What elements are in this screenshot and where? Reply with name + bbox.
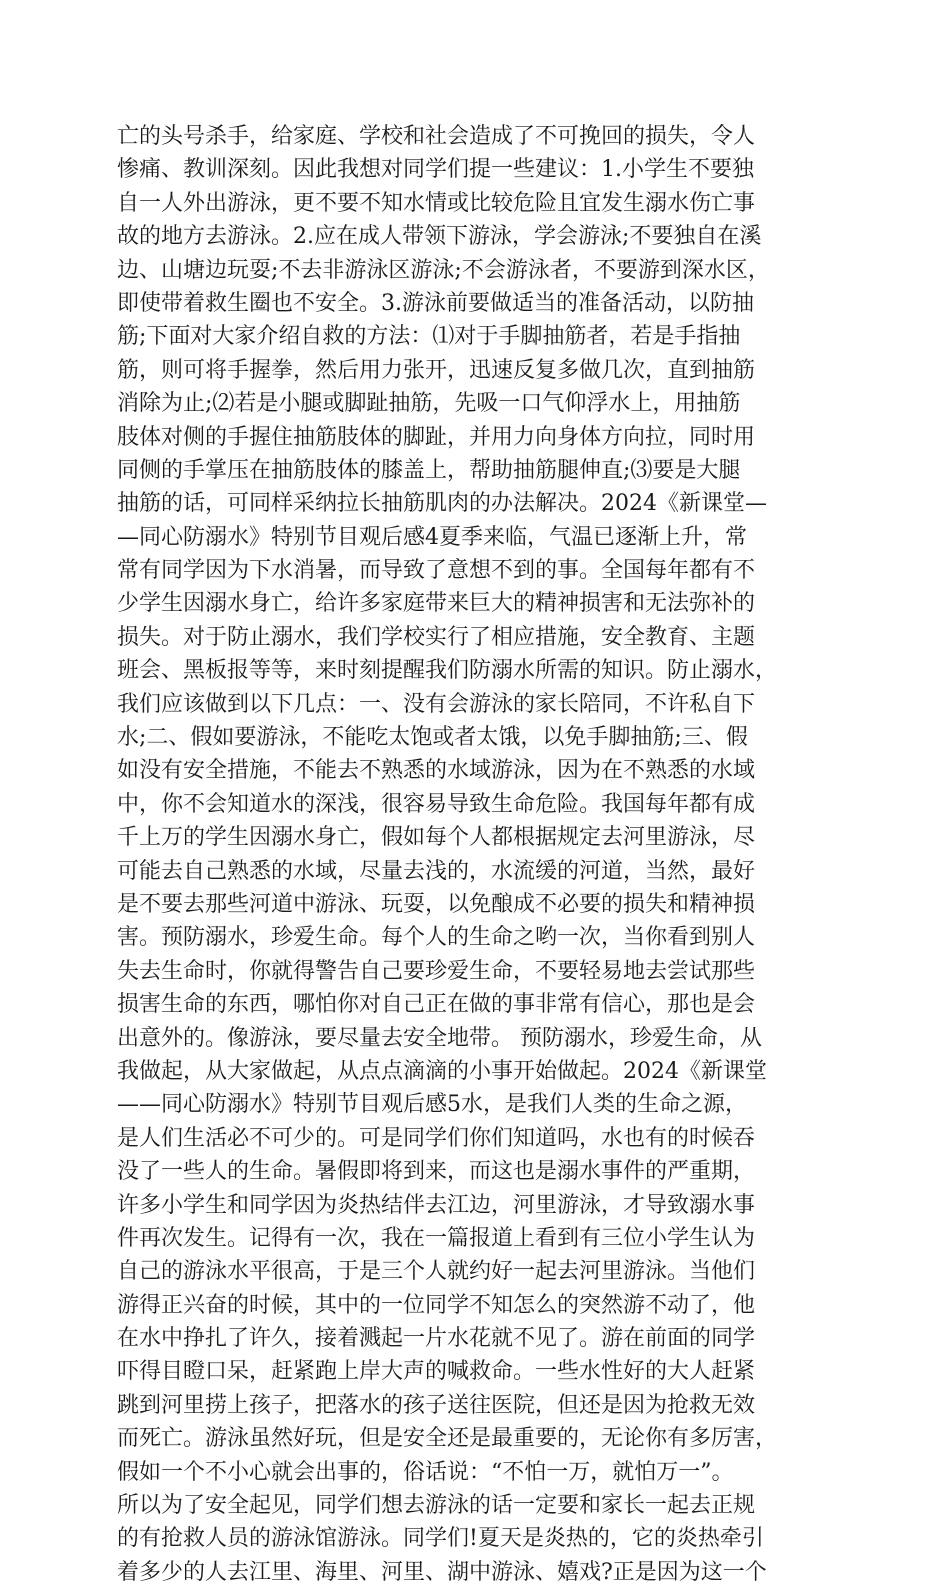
text-line: 损害生命的东西，哪怕你对自己正在做的事非常有信心，那也是会 bbox=[117, 992, 756, 1018]
text-line: 千上万的学生因溺水身亡，假如每个人都根据规定去河里游泳，尽 bbox=[117, 825, 756, 851]
text-line: 水;二、假如要游泳，不能吃太饱或者太饿，以免手脚抽筋;三、假 bbox=[117, 725, 748, 751]
text-line: 肢体对侧的手握住抽筋肢体的脚趾，并用力向身体方向拉，同时用 bbox=[117, 424, 756, 450]
text-line: 中，你不会知道水的深浅，很容易导致生命危险。我国每年都有成 bbox=[117, 791, 756, 817]
text-line: 所以为了安全起见，同学们想去游泳的话一定要和家长一起去正规 bbox=[117, 1493, 756, 1519]
text-line: 同侧的手掌压在抽筋肢体的膝盖上，帮助抽筋腿伸直;⑶要是大腿 bbox=[117, 457, 741, 483]
text-line: 许多小学生和同学因为炎热结伴去江边，河里游泳，才导致溺水事 bbox=[117, 1192, 756, 1218]
text-line: 即使带着救生圈也不安全。3.游泳前要做适当的准备活动，以防抽 bbox=[117, 290, 754, 316]
text-line: 害。预防溺水，珍爱生命。每个人的生命之哟一次，当你看到别人 bbox=[117, 925, 756, 951]
text-line: 件再次发生。记得有一次，我在一篇报道上看到有三位小学生认为 bbox=[117, 1225, 756, 1251]
text-line: 吓得目瞪口呆，赶紧跑上岸大声的喊救命。一些水性好的大人赶紧 bbox=[117, 1359, 756, 1385]
text-line: 是不要去那些河道中游泳、玩耍，以免酿成不必要的损失和精神损 bbox=[117, 891, 756, 917]
text-line: 筋，则可将手握拳，然后用力张开，迅速反复多做几次，直到抽筋 bbox=[117, 357, 756, 383]
text-line: —同心防溺水》特别节目观后感4夏季来临，气温已逐渐上升，常 bbox=[117, 524, 747, 550]
text-line: 我们应该做到以下几点：一、没有会游泳的家长陪同，不许私自下 bbox=[117, 691, 756, 717]
text-line: 常有同学因为下水消暑，而导致了意想不到的事。全国每年都有不 bbox=[117, 558, 756, 584]
text-line: 边、山塘边玩耍;不去非游泳区游泳;不会游泳者，不要游到深水区， bbox=[117, 257, 770, 283]
body-text bbox=[117, 120, 835, 1589]
text-line: 跳到河里捞上孩子，把落水的孩子送往医院，但还是因为抢救无效 bbox=[117, 1392, 756, 1418]
text-line: 出意外的。像游泳，要尽量去安全地带。 预防溺水，珍爱生命，从 bbox=[117, 1025, 762, 1051]
text-line: 可能去自己熟悉的水域，尽量去浅的，水流缓的河道，当然，最好 bbox=[117, 858, 756, 884]
text-line: 故的地方去游泳。2.应在成人带领下游泳，学会游泳;不要独自在溪 bbox=[117, 224, 762, 250]
text-line: 消除为止;⑵若是小腿或脚趾抽筋，先吸一口气仰浮水上，用抽筋 bbox=[117, 391, 741, 417]
text-line: 而死亡。游泳虽然好玩，但是安全还是最重要的，无论你有多厉害， bbox=[117, 1426, 778, 1452]
text-line: 少学生因溺水身亡，给许多家庭带来巨大的精神损害和无法弥补的 bbox=[117, 591, 756, 617]
text-line: 抽筋的话，可同样采纳拉长抽筋肌肉的办法解决。2024《新课堂— bbox=[117, 491, 767, 517]
text-line: 亡的头号杀手，给家庭、学校和社会造成了不可挽回的损失，令人 bbox=[117, 124, 756, 149]
text-line: 自一人外出游泳，更不要不知水情或比较危险且宜发生溺水伤亡事 bbox=[117, 190, 756, 216]
text-line: 假如一个不小心就会出事的，俗话说：“不怕一万，就怕万一”。 bbox=[117, 1459, 734, 1485]
text-line: 的有抢救人员的游泳馆游泳。同学们!夏天是炎热的，它的炎热牵引 bbox=[117, 1526, 764, 1552]
text-line: 班会、黑板报等等，来时刻提醒我们防溺水所需的知识。防止溺水， bbox=[117, 658, 778, 684]
text-line: 没了一些人的生命。暑假即将到来，而这也是溺水事件的严重期， bbox=[117, 1159, 756, 1185]
text-line: 着多少的人去江里、海里、河里、湖中游泳、嬉戏?正是因为这一个 bbox=[117, 1559, 767, 1585]
text-line: 如没有安全措施，不能去不熟悉的水域游泳，因为在不熟悉的水域 bbox=[117, 758, 756, 784]
text-line: 失去生命时，你就得警告自己要珍爱生命，不要轻易地去尝试那些 bbox=[117, 958, 756, 984]
text-line: 筋;下面对大家介绍自救的方法：⑴对于手脚抽筋者，若是手指抽 bbox=[117, 324, 741, 350]
text-line: 在水中挣扎了许久，接着溅起一片水花就不见了。游在前面的同学 bbox=[117, 1326, 756, 1352]
text-line: 自己的游泳水平很高，于是三个人就约好一起去河里游泳。当他们 bbox=[117, 1259, 756, 1285]
text-line: 是人们生活必不可少的。可是同学们你们知道吗，水也有的时候吞 bbox=[117, 1125, 756, 1151]
text-line: 我做起，从大家做起，从点点滴滴的小事开始做起。2024《新课堂 bbox=[117, 1058, 767, 1084]
text-line: 损失。对于防止溺水，我们学校实行了相应措施，安全教育、主题 bbox=[117, 624, 756, 650]
text-line: 惨痛、教训深刻。因此我想对同学们提一些建议：1.小学生不要独 bbox=[117, 157, 754, 183]
text-line: ——同心防溺水》特别节目观后感5水，是我们人类的生命之源， bbox=[117, 1092, 747, 1118]
text-line: 游得正兴奋的时候，其中的一位同学不知怎么的突然游不动了，他 bbox=[117, 1292, 756, 1318]
